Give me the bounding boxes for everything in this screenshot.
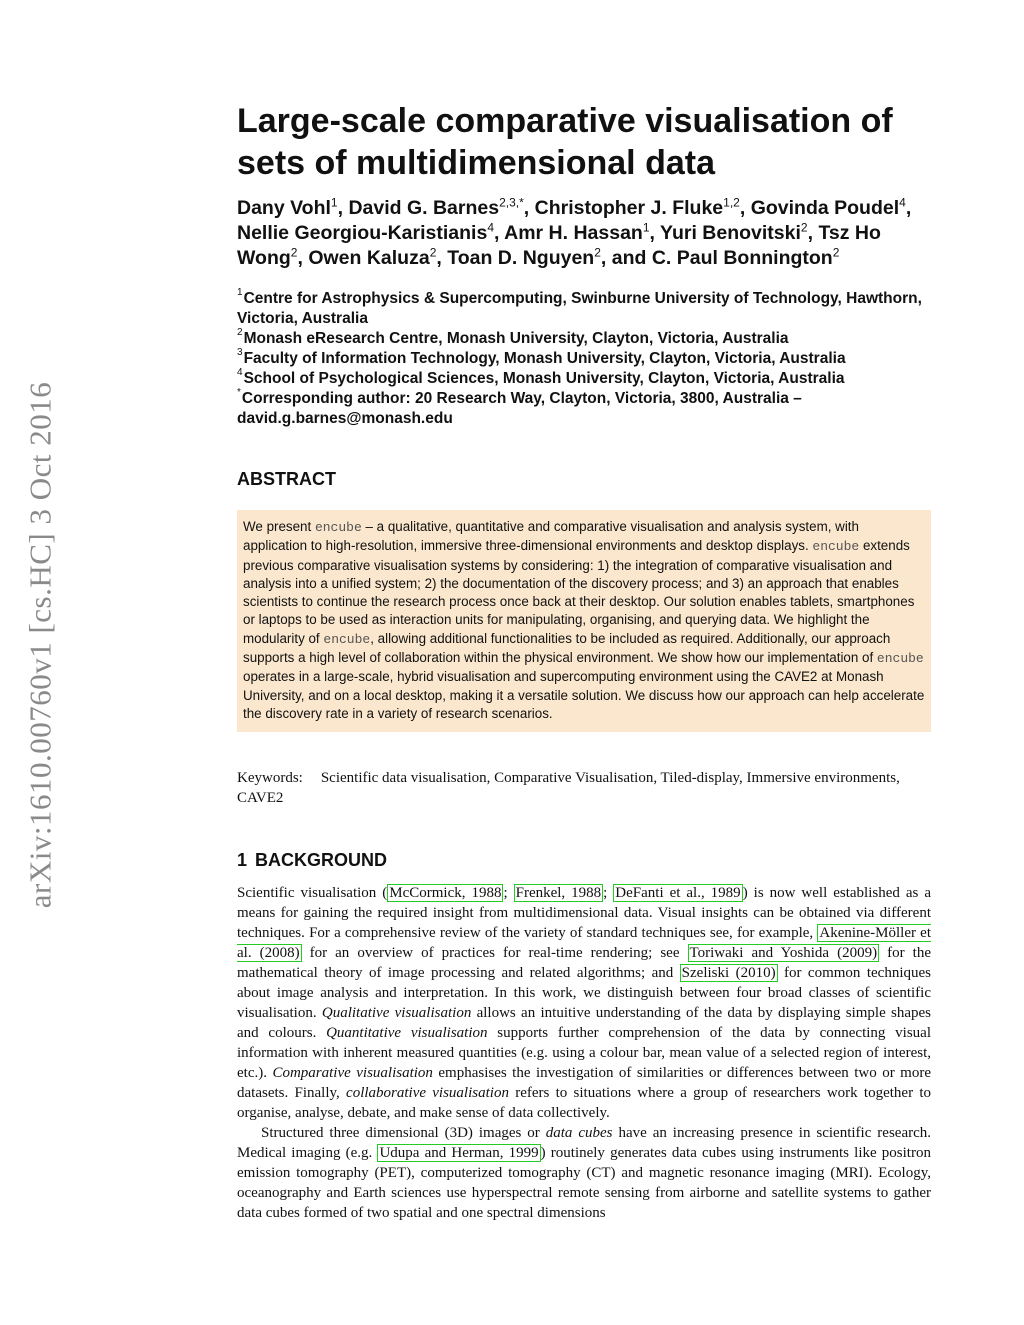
code-term: encube [323, 631, 371, 647]
author-name: Govinda Poudel [750, 197, 900, 219]
background-paragraph-2 [237, 1123, 931, 1223]
section-heading [237, 850, 931, 871]
affiliation-text: Monash eResearch Centre, Monash University, Clayton, Victoria, Australia [243, 330, 789, 347]
author-affiliation-mark: 2 [290, 245, 298, 260]
author-separator: , [297, 247, 309, 269]
author-affiliation-mark: 1 [642, 220, 650, 235]
emphasis-term: data cubes [545, 1125, 613, 1142]
author-separator: , [337, 197, 349, 219]
code-term: encube [314, 520, 362, 535]
emphasis-term: Quantitative visualisation [326, 1025, 488, 1042]
author-name: Owen Kaluza [308, 247, 430, 269]
author-affiliation-mark: 1 [330, 195, 338, 210]
section-number: 1 [237, 850, 248, 871]
author-affiliation-mark: 2 [429, 245, 437, 260]
citation-link[interactable]: Toriwaki and Yoshida (2009) [689, 945, 878, 962]
body-text: for common techniques about image analysis and interpretation. In this work, we distinguish between four broad classes of scientific visualisation. [237, 965, 931, 1022]
emphasis-term: Qualitative visualisation [321, 1005, 472, 1022]
author-affiliation-mark: 2,3,* [499, 195, 524, 210]
affiliation-mark: 4 [237, 366, 243, 378]
abstract-text: , allowing additional functionalities to be included as required. Additionally, our approach supports a high level of collaboration within the physical environment. We show how our implementation of [243, 630, 891, 666]
abstract-heading: ABSTRACT [237, 469, 336, 489]
author-affiliation-mark: 4 [487, 220, 494, 235]
author-affiliation-mark: 2 [800, 220, 808, 235]
citation-link[interactable]: Szeliski (2010) [681, 965, 776, 982]
affiliation [237, 366, 931, 389]
affiliation-mark: 1 [237, 286, 243, 298]
author-name: Toan D. Nguyen [447, 247, 595, 269]
author-affiliation-mark: 2 [594, 245, 601, 260]
author-affiliation-mark: 1,2 [723, 195, 740, 210]
body-text: have an increasing presence in scientific research. Medical imaging (e.g. [237, 1125, 931, 1162]
author-separator: , [494, 222, 505, 244]
author-separator: , [739, 197, 751, 219]
author-name: Tsz Ho Wong [237, 222, 881, 269]
author-name: Dany Vohl [237, 197, 331, 219]
author-separator: , [523, 197, 535, 219]
citation-link[interactable]: DeFanti et al., 1989 [615, 885, 741, 902]
emphasis-term: Comparative visualisation [272, 1065, 433, 1082]
affiliation [237, 346, 931, 369]
affiliation-text: School of Psychological Sciences, Monash University, Clayton, Victoria, Australia [243, 370, 845, 387]
keywords-text: Scientific data visualisation, Comparative Visualisation, Tiled-display, Immersive environments, CAVE2 [237, 770, 900, 807]
body-text: ; [503, 885, 514, 902]
paper-title [237, 100, 931, 184]
keywords [237, 768, 931, 808]
abstract-box [237, 510, 931, 732]
title-line-2: sets of multidimensional data [237, 144, 715, 182]
citation-link[interactable]: Frenkel, 1988 [515, 885, 602, 902]
affiliation-text: Centre for Astrophysics & Supercomputing, Swinburne University of Technology, Hawthorn, Victoria, Australia [237, 290, 922, 327]
author-list [237, 196, 931, 271]
citation-link[interactable]: Akenine-Möller et al. (2008) [237, 925, 931, 962]
abstract-text: operates in a large-scale, hybrid visualisation and supercomputing environment using the CAVE2 at Monash University, and on a local desktop, making it a versatile solution. We discuss how our approach can help accelerate the discovery rate in a variety of research scenarios. [243, 669, 925, 721]
title-line-1: Large-scale comparative visualisation of [237, 102, 893, 140]
affiliation [237, 286, 931, 329]
body-text: for an overview of practices for real-time rendering; see [301, 945, 688, 962]
author-name: Christopher J. Fluke [534, 197, 724, 219]
keywords-label: Keywords: [237, 770, 303, 787]
affiliation-text: Corresponding author: 20 Research Way, Clayton, Victoria, 3800, Australia – david.g.barnes@monash.edu [237, 390, 802, 427]
body-text: supports further comprehension of the data by connecting visual information with inherent measured quantities (e.g. using a colour bar, mean value of a selected region of interest, etc.). [237, 1025, 932, 1082]
author-separator: , [649, 222, 661, 244]
author-affiliation-mark: 4 [899, 195, 906, 210]
affiliation-text: Faculty of Information Technology, Monash University, Clayton, Victoria, Australia [243, 350, 846, 367]
body-text: allows an intuitive understanding of the data by displaying simple shapes and colours. [237, 1005, 932, 1042]
affiliation-list [237, 286, 931, 429]
author-separator: , and [600, 247, 652, 269]
body-text: emphasises the investigation of similarities or differences between two or more datasets. Finally, [237, 1065, 931, 1102]
code-term: encube [812, 539, 860, 555]
affiliation-mark: 2 [237, 326, 243, 338]
citation-link[interactable]: Udupa and Herman, 1999 [379, 1145, 539, 1162]
author-separator: , [807, 222, 819, 244]
body-text: Structured three dimensional (3D) images or [261, 1125, 546, 1142]
affiliation-mark: * [237, 386, 241, 398]
arxiv-identifier: arXiv:1610.00760v1 [cs.HC] 3 Oct 2016 [22, 381, 57, 909]
code-term: encube [876, 651, 924, 667]
affiliation [237, 386, 931, 429]
author-name: Amr H. Hassan [504, 222, 643, 244]
body-text: for the mathematical theory of image processing and related algorithms; and [237, 945, 931, 982]
paper-content [237, 100, 931, 1223]
body-text: ) routinely generates data cubes using instruments like positron emission tomography (PET), computerized tomography (CT) and magnetic resonance imaging (MRI). Ecology, oceanography and Earth sciences use hyperspectral remote sensing from airborne and satellite systems to gather data cubes formed of two spatial and one spectral dimensions [237, 1145, 931, 1222]
citation-link[interactable]: McCormick, 1988 [389, 885, 502, 902]
abstract-text: extends previous comparative visualisation systems by considering: 1) the integration of comparative visualisation and analysis into a unified system; 2) the documentation of the discovery process; and 3) an approach that enables scientists to continue the research process once back at their desktop. Our solution enables tablets, smartphones or laptops to be used as interaction units for manipulating, organising, and querying data. We highlight the modularity of [243, 538, 915, 646]
abstract-text: We present [243, 519, 315, 534]
author-name: Nellie Georgiou-Karistianis [237, 222, 488, 244]
emphasis-term: collaborative visualisation [346, 1085, 509, 1102]
author-name: David G. Barnes [348, 197, 500, 219]
arxiv-side-stamp [18, 360, 62, 930]
background-paragraph-1 [237, 883, 931, 1123]
author-name: C. Paul Bonnington [651, 247, 833, 269]
section-title: BACKGROUND [255, 850, 388, 871]
affiliation [237, 326, 931, 349]
abstract-text: – a qualitative, quantitative and comparative visualisation and analysis system, with application to high-resolution, immersive three-dimensional environments and desktop displays. [243, 519, 859, 554]
author-separator: , [905, 197, 912, 219]
body-text: refers to situations where a group of researchers work together to organise, analyse, debate, and make sense of data collectively. [237, 1085, 931, 1122]
author-affiliation-mark: 2 [832, 245, 840, 260]
author-name: Yuri Benovitski [660, 222, 801, 244]
body-text: Scientific visualisation ( [237, 885, 388, 902]
body-text: ; [603, 885, 614, 902]
author-separator: , [436, 247, 448, 269]
affiliation-mark: 3 [237, 346, 243, 358]
body-text: ) is now well established as a means for gaining the required insight from multidimensional data. Visual insights can be obtained via different techniques. For a comprehensive review of the variety of standard techniques see, for example, [237, 885, 931, 942]
